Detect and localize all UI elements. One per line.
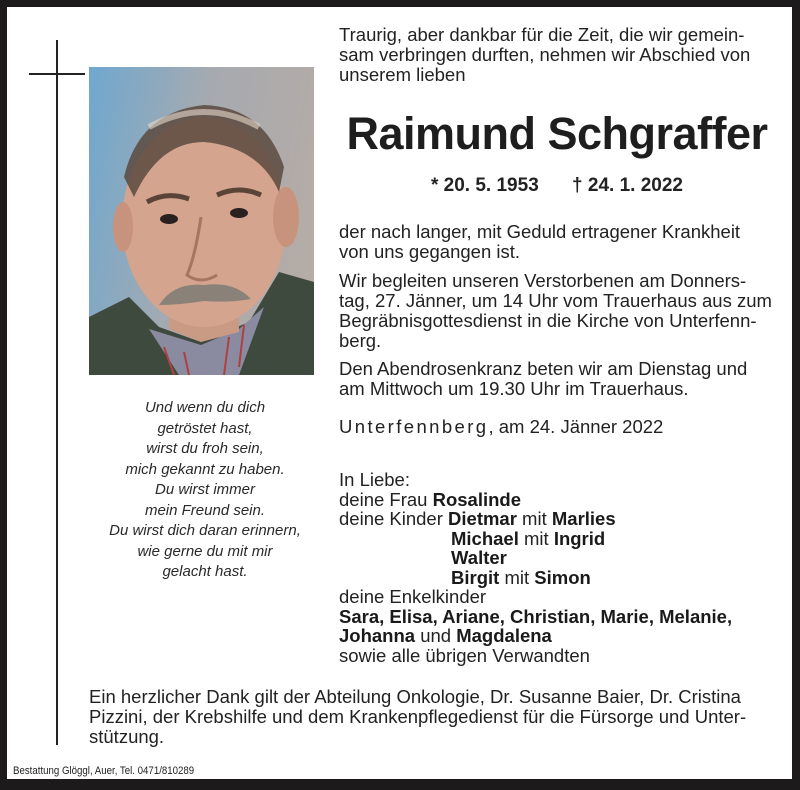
thanks-line: stützung. xyxy=(89,726,165,747)
life-dates xyxy=(339,175,775,197)
partner-name: Ingrid xyxy=(553,527,606,549)
rosary-info xyxy=(339,359,775,399)
grandchild-name: Johanna xyxy=(339,625,416,646)
funeral-line: tag, 27. Jänner, um 14 Uhr vom Trauerhaus aus zum xyxy=(339,290,772,311)
rosary-line: Den Abendrosenkranz beten wir am Dienstag und xyxy=(339,358,748,379)
place-and-date xyxy=(339,416,663,438)
illness-text xyxy=(339,222,775,262)
partner-name: Simon xyxy=(534,566,591,588)
partner-name: Marlies xyxy=(551,508,616,529)
wife-prefix: deine Frau xyxy=(339,488,433,510)
children-prefix: deine Kinder xyxy=(339,508,449,529)
relatives-line: sowie alle übrigen Verwandten xyxy=(339,644,590,666)
poem-line: Und wenn du dich xyxy=(144,399,266,416)
child-line xyxy=(339,568,779,588)
child-line xyxy=(339,509,779,529)
intro-text xyxy=(339,25,775,85)
mourners-heading: In Liebe: xyxy=(339,469,410,490)
child-name: Michael xyxy=(451,527,519,549)
rosary-line: am Mittwoch um 19.30 Uhr im Trauerhaus. xyxy=(339,378,689,399)
thanks-text xyxy=(89,687,779,747)
grandchildren-label: deine Enkelkinder xyxy=(339,586,487,607)
thanks-line: Pizzini, der Krebshilfe und dem Krankenpflegedienst für die Fürsorge und Unter- xyxy=(89,706,747,727)
portrait-illustration xyxy=(89,67,314,375)
funeral-line: berg. xyxy=(339,330,382,351)
cross-icon-horizontal xyxy=(29,73,85,75)
poem-line: mich gekannt zu haben. xyxy=(125,460,285,478)
thanks-line: Ein herzlicher Dank gilt der Abteilung Onkologie, Dr. Susanne Baier, Dr. Cristina xyxy=(89,686,741,707)
birth-date: * 20. 5. 1953 xyxy=(431,175,539,196)
funeral-line: Begräbnisgottesdienst in die Kirche von Unterfenn- xyxy=(339,310,757,331)
joiner: mit xyxy=(499,566,535,588)
grandchild-name: Magdalena xyxy=(456,625,552,646)
undertaker-credit: Bestattung Glöggl, Auer, Tel. 0471/810289 xyxy=(13,765,195,777)
intro-line: unserem lieben xyxy=(339,64,466,85)
wife-line xyxy=(339,490,779,510)
grandchildren-names: Sara, Elisa, Ariane, Christian, Marie, Melanie, xyxy=(339,605,733,627)
poem-line: wie gerne du mit mir xyxy=(137,542,273,560)
deceased-name: Raimund Schgraffer xyxy=(346,108,768,159)
illness-line: von uns gegangen ist. xyxy=(339,241,521,262)
child-name: Birgit xyxy=(451,566,500,588)
illness-line: der nach langer, mit Geduld ertragener Krankheit xyxy=(339,221,741,242)
intro-line: Traurig, aber dankbar für die Zeit, die wir gemein- xyxy=(339,24,745,45)
child-line xyxy=(339,548,779,568)
death-date: † 24. 1. 2022 xyxy=(572,175,683,196)
poem-line: wirst du froh sein, xyxy=(146,440,264,457)
memorial-poem xyxy=(90,398,320,583)
poem-line: mein Freund sein. xyxy=(144,501,266,519)
joiner: mit xyxy=(518,527,554,549)
grandchildren-line xyxy=(339,626,779,646)
portrait-photo xyxy=(89,67,314,375)
mourners-list xyxy=(339,470,779,665)
joiner: mit xyxy=(516,508,552,529)
poem-line: getröstet hast, xyxy=(157,419,253,437)
poem-line: gelacht hast. xyxy=(162,563,248,580)
joiner: und xyxy=(415,625,457,646)
obituary-notice xyxy=(7,7,792,779)
place-name: Unterfennberg xyxy=(339,416,489,437)
funeral-line: Wir begleiten unseren Verstorbenen am Donners- xyxy=(339,270,747,291)
intro-line: sam verbringen durften, nehmen wir Abschied von xyxy=(339,44,751,65)
child-name: Walter xyxy=(451,547,507,568)
poem-line: Du wirst dich daran erinnern, xyxy=(109,522,301,539)
cross-icon-vertical xyxy=(56,40,58,745)
poem-line: Du wirst immer xyxy=(155,481,255,498)
notice-date: , am 24. Jänner 2022 xyxy=(488,416,664,437)
child-name: Dietmar xyxy=(448,508,517,529)
child-line xyxy=(339,529,779,549)
wife-name: Rosalinde xyxy=(432,488,522,510)
funeral-info xyxy=(339,271,775,351)
grandchildren-line xyxy=(339,607,779,627)
